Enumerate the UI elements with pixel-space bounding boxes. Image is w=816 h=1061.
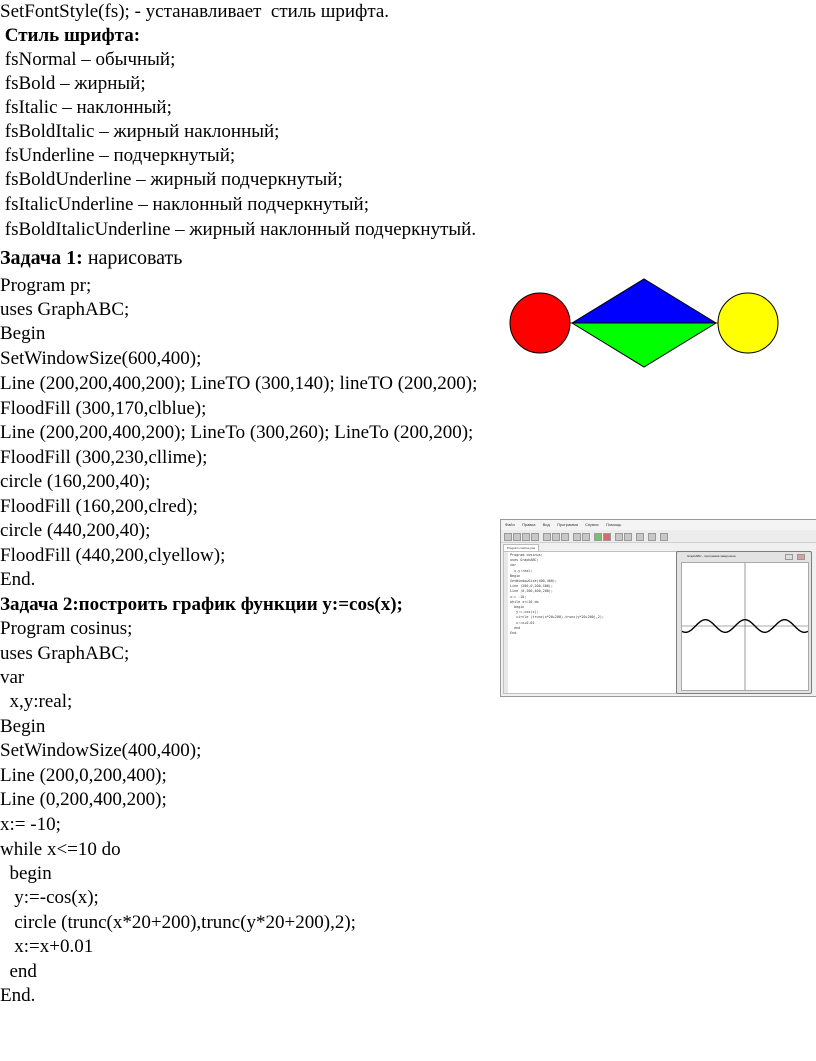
task1-code-line: circle (160,200,40); (0, 471, 151, 492)
task2-code-line: x:=x+0.01 (0, 936, 94, 957)
task2-code-line: Line (0,200,400,200); (0, 789, 167, 810)
debug-icon[interactable] (636, 533, 644, 541)
task2-code-line: Begin (0, 716, 46, 737)
close-icon[interactable] (797, 554, 805, 560)
menu-edit[interactable]: Правка (521, 522, 536, 527)
task2-code-line: end (0, 961, 37, 982)
graph-canvas (681, 562, 809, 691)
font-style-item: fsNormal – обычный; (0, 49, 176, 70)
save-icon[interactable] (522, 533, 530, 541)
menu-program[interactable]: Программа (556, 522, 578, 527)
menu-view[interactable]: Вид (542, 522, 550, 527)
font-style-item: fsUnderline – подчеркнутый; (0, 145, 236, 166)
task1-code-line: Line (200,200,400,200); LineTo (300,260); LineTo (200,200); (0, 422, 474, 443)
font-style-heading: Стиль шрифта: (0, 25, 141, 46)
task1-code-line: SetWindowSize(600,400); (0, 348, 202, 369)
ide-toolbar (501, 530, 816, 543)
task1-heading-label: Задача 1: (0, 247, 83, 269)
task1-heading-text: нарисовать (82, 247, 183, 269)
font-style-item: fsBold – жирный; (0, 73, 146, 94)
task1-code-line: uses GraphABC; (0, 299, 130, 320)
red-circle (510, 293, 570, 353)
font-style-item: fsItalic – наклонный; (0, 97, 172, 118)
blue-triangle (572, 279, 716, 323)
editor-code: Program cosinus; uses GraphABC; var x,y:real; Begin SetWindowSize(400,400); Line (200,0,200,400); Line (0,200,400,200); x:= -10; while x<=10 do begin y:=-cos(x); circle (trunc(x*20+200),trunc(y*20+200),2); x:=x+0.01 end End. (510, 553, 604, 636)
task2-code-line: uses GraphABC; (0, 643, 130, 664)
font-style-item: fsItalicUnderline – наклонный подчеркнутый; (0, 194, 369, 215)
format-icon[interactable] (648, 533, 656, 541)
redo-icon[interactable] (582, 533, 590, 541)
step-icon[interactable] (615, 533, 623, 541)
task2-heading: Задача 2:построить график функции y:=cos(x); (0, 594, 403, 615)
new-file-icon[interactable] (504, 533, 512, 541)
task2-code-line: Program cosinus; (0, 618, 133, 639)
open-folder-icon[interactable] (513, 533, 521, 541)
task1-figure (508, 276, 780, 370)
task2-code-line: y:=-cos(x); (0, 887, 99, 908)
cosine-plot (682, 563, 808, 690)
task1-code-line: Program pr; (0, 275, 92, 296)
paste-icon[interactable] (561, 533, 569, 541)
task2-code-line: circle (trunc(x*20+200),trunc(y*20+200),2); (0, 912, 356, 933)
minimize-icon[interactable] (785, 554, 793, 560)
green-triangle (572, 323, 716, 367)
font-style-intro: SetFontStyle(fs); - устанавливает стиль шрифта. (0, 1, 390, 22)
task1-code-line: Begin (0, 323, 46, 344)
editor-gutter (504, 552, 508, 693)
task2-code-line: while x<=10 do (0, 839, 121, 860)
yellow-circle (718, 293, 778, 353)
undo-icon[interactable] (573, 533, 581, 541)
task1-code-line: FloodFill (160,200,clred); (0, 496, 198, 517)
cut-icon[interactable] (543, 533, 551, 541)
ide-menubar (501, 520, 816, 530)
menu-file[interactable]: Файл (505, 522, 515, 527)
step-over-icon[interactable] (624, 533, 632, 541)
stop-icon[interactable] (603, 533, 611, 541)
task1-code-line: FloodFill (300,230,cllime); (0, 447, 208, 468)
ide-editor[interactable] (503, 551, 677, 694)
task1-code-line: circle (440,200,40); (0, 520, 151, 541)
task2-code-line: begin (0, 863, 52, 884)
font-style-item: fsBoldItalicUnderline – жирный наклонный подчеркнутый. (0, 219, 477, 240)
graph-window (676, 551, 812, 694)
task1-code-line: FloodFill (300,170,clblue); (0, 398, 207, 419)
save-all-icon[interactable] (531, 533, 539, 541)
task1-heading (0, 246, 182, 270)
task1-code-line: FloodFill (440,200,clyellow); (0, 545, 226, 566)
run-icon[interactable] (594, 533, 602, 541)
graph-window-title: GraphABC - программа завершена (687, 554, 736, 558)
menu-service[interactable]: Сервис (585, 522, 599, 527)
help-icon[interactable] (660, 533, 668, 541)
task1-code-line: End. (0, 569, 36, 590)
copy-icon[interactable] (552, 533, 560, 541)
menu-help[interactable]: Помощь (605, 522, 622, 527)
task2-code-line: Line (200,0,200,400); (0, 765, 167, 786)
task2-code-line: x,y:real; (0, 691, 73, 712)
task2-code-line: SetWindowSize(400,400); (0, 740, 202, 761)
task2-code-line: x:= -10; (0, 814, 61, 835)
ide-file-tab[interactable]: Program cosinus.pas (503, 544, 539, 552)
task1-code-line: Line (200,200,400,200); LineTO (300,140); lineTO (200,200); (0, 373, 478, 394)
task2-code-line: End. (0, 985, 36, 1006)
font-style-item: fsBoldUnderline – жирный подчеркнутый; (0, 169, 343, 190)
task2-code-line: var (0, 667, 25, 688)
font-style-item: fsBoldItalic – жирный наклонный; (0, 121, 280, 142)
ide-screenshot (500, 519, 816, 697)
